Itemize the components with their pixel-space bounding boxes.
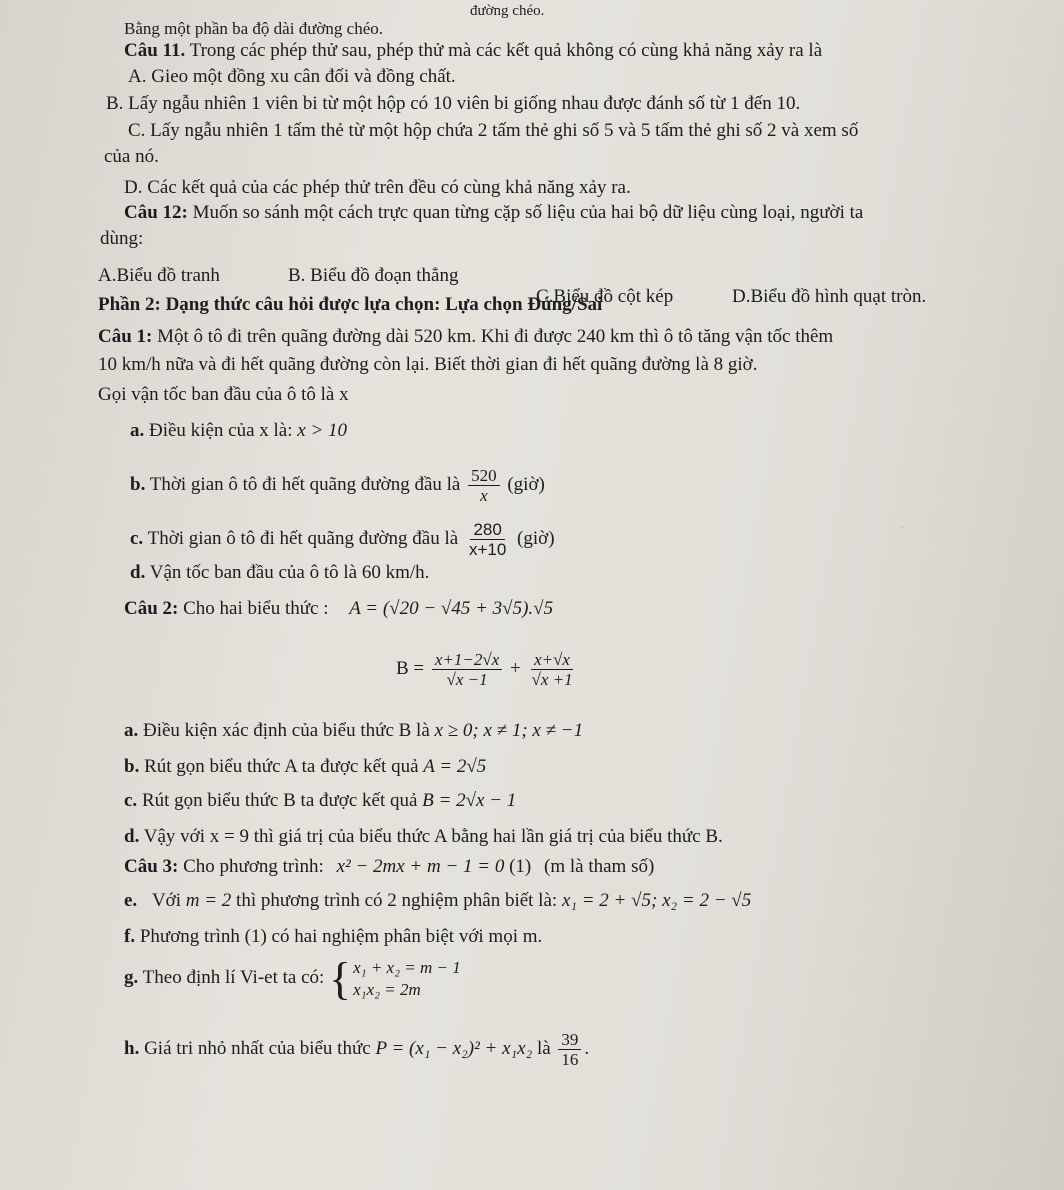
q12-title: Câu 12: bbox=[124, 202, 188, 223]
p2q1-stem: Một ô tô đi trên quãng đường dài 520 km. Khi đi được 240 km thì ô tô tăng vận tốc thêm bbox=[157, 326, 834, 347]
brace-icon: { bbox=[329, 952, 352, 1004]
fraction-denominator: √x +1 bbox=[531, 670, 573, 689]
item-unit: (giờ) bbox=[517, 527, 555, 549]
item-label: b. bbox=[130, 473, 146, 495]
item-text: Rút gọn biểu thức A ta được kết quả bbox=[144, 756, 419, 777]
item-text: Điều kiện xác định của biểu thức B là bbox=[143, 720, 430, 741]
expression-b bbox=[396, 650, 579, 689]
item-label: f. bbox=[124, 926, 136, 947]
item-text: là bbox=[536, 1037, 551, 1059]
item-text: Điều kiện của x là: bbox=[149, 420, 293, 441]
item-text: Rút gọn biểu thức B ta được kết quả bbox=[141, 790, 418, 811]
p2q3-item-e bbox=[124, 890, 751, 912]
fraction bbox=[468, 466, 500, 505]
item-label: g. bbox=[124, 967, 139, 988]
q11-option-d: D. Các kết quả của các phép thử trên đều có cùng khả năng xảy ra. bbox=[124, 177, 631, 198]
item-math: x > 10 bbox=[297, 420, 348, 441]
item-label: a. bbox=[130, 420, 145, 441]
fraction bbox=[558, 1030, 581, 1069]
item-math: m = 2 bbox=[185, 890, 232, 911]
item-text: Thời gian ô tô đi hết quãng đường đầu là bbox=[149, 473, 461, 495]
p2q2-line bbox=[124, 598, 553, 620]
item-text: Phương trình (1) có hai nghiệm phân biệt với mọi m. bbox=[139, 926, 543, 947]
equation-system bbox=[329, 952, 461, 1004]
fraction-numerator: x+1−2√x bbox=[432, 650, 502, 670]
equation: x² − 2mx + m − 1 = 0 bbox=[336, 856, 505, 877]
fraction bbox=[466, 520, 509, 559]
fraction-numerator: 39 bbox=[558, 1030, 581, 1050]
item-math: A = 2√5 bbox=[423, 756, 487, 777]
p2q1-item-a bbox=[130, 420, 347, 442]
item-label: b. bbox=[124, 756, 140, 777]
fraction bbox=[432, 650, 502, 689]
item-text: Vậy với x = 9 thì giá trị của biểu thức A bằng hai lần giá trị của biểu thức B. bbox=[143, 826, 723, 847]
p2q2-stem: Cho hai biểu thức : bbox=[183, 598, 329, 619]
system-row: x₁ + x₂ = m − 1 bbox=[353, 957, 461, 977]
p2q2-item-d bbox=[124, 826, 723, 848]
item-label: d. bbox=[124, 826, 140, 847]
p2q2-item-a bbox=[124, 720, 583, 742]
fraction-denominator: x+10 bbox=[468, 540, 507, 559]
q11-option-b: B. Lấy ngẫu nhiên 1 viên bi từ một hộp có 10 viên bi giống nhau được đánh số từ 1 đến 10. bbox=[106, 93, 801, 114]
p2q3-item-h bbox=[124, 1030, 589, 1069]
item-math: x ≥ 0; x ≠ 1; x ≠ −1 bbox=[434, 720, 584, 741]
q12-stem-cont: dùng: bbox=[100, 228, 144, 249]
p2q1-item-b bbox=[130, 466, 545, 505]
fraction-denominator: √x −1 bbox=[446, 670, 488, 689]
item-label: c. bbox=[130, 527, 144, 549]
q12-option-c: C.Biểu đồ cột kép bbox=[536, 286, 674, 307]
item-roots: x₁ = 2 + √5; x₂ = 2 − √5 bbox=[561, 890, 752, 911]
system-rows bbox=[353, 957, 461, 1001]
p2q1-stem-line-3: Gọi vận tốc ban đầu của ô tô là x bbox=[98, 384, 349, 405]
item-text: thì phương trình có 2 nghiệm phân biết là: bbox=[236, 890, 558, 911]
fraction-numerator: 280 bbox=[470, 520, 504, 540]
q11-line bbox=[124, 40, 822, 62]
header-line: Bằng một phần ba độ dài đường chéo. bbox=[124, 19, 383, 38]
item-math: B = 2√x − 1 bbox=[422, 790, 517, 811]
q12-option-b: B. Biểu đồ đoạn thẳng bbox=[288, 265, 459, 286]
parameter-note: (m là tham số) bbox=[544, 856, 655, 877]
item-text: Giá tri nhỏ nhất của biểu thức bbox=[144, 1037, 371, 1059]
q11-option-c: C. Lấy ngẫu nhiên 1 tấm thẻ từ một hộp chứa 2 tấm thẻ ghi số 5 và 5 tấm thẻ ghi số 2 và xem số bbox=[128, 120, 859, 141]
p2q3-item-g bbox=[124, 954, 461, 1002]
q12-option-d: D.Biểu đồ hình quạt tròn. bbox=[732, 286, 927, 307]
p2q2-item-c bbox=[124, 790, 516, 812]
item-label: h. bbox=[124, 1037, 140, 1059]
fraction-numerator: 520 bbox=[468, 466, 500, 486]
p2q2-item-b bbox=[124, 756, 486, 778]
fraction-denominator: x bbox=[480, 486, 488, 505]
equation-ref: (1) bbox=[509, 856, 532, 877]
p2q3-title: Câu 3: bbox=[124, 856, 179, 877]
item-text: Với bbox=[151, 890, 181, 911]
fraction-numerator: x+√x bbox=[531, 650, 573, 670]
fraction bbox=[528, 650, 575, 689]
p2q3-item-f bbox=[124, 926, 542, 948]
q11-title: Câu 11. bbox=[124, 40, 186, 61]
q12-option-a: A.Biểu đồ tranh bbox=[98, 265, 220, 286]
p2q1-stem-line-2: 10 km/h nữa và đi hết quãng đường còn lại. Biết thời gian đi hết quãng đường là 8 giờ. bbox=[98, 354, 758, 375]
q12-line bbox=[124, 202, 863, 224]
q11-option-c-cont: của nó. bbox=[104, 146, 159, 167]
plus-sign: + bbox=[510, 657, 521, 679]
expression-b-prefix: B = bbox=[396, 657, 425, 679]
item-text: Vận tốc ban đầu của ô tô là 60 km/h. bbox=[149, 562, 430, 583]
item-label: d. bbox=[130, 562, 146, 583]
q12-stem: Muốn so sánh một cách trực quan từng cặp số liệu của hai bộ dữ liệu cùng loại, người ta bbox=[192, 202, 864, 223]
item-end: . bbox=[584, 1037, 590, 1059]
item-label: c. bbox=[124, 790, 138, 811]
item-label: a. bbox=[124, 720, 139, 741]
p2q3-line bbox=[124, 856, 654, 878]
p2q1-item-c bbox=[130, 520, 555, 559]
item-text: Theo định lí Vi-et ta có: bbox=[142, 967, 325, 988]
item-label: e. bbox=[124, 890, 138, 911]
item-unit: (giờ) bbox=[507, 473, 545, 495]
p2q1-title: Câu 1: bbox=[98, 326, 153, 347]
bleed-through-mark: · bbox=[900, 520, 906, 537]
fraction-denominator: 16 bbox=[561, 1050, 579, 1069]
header-fragment: đường chéo. bbox=[470, 3, 545, 19]
item-text: Thời gian ô tô đi hết quãng đường đầu là bbox=[147, 527, 459, 549]
item-math: P = (x₁ − x₂)² + x₁x₂ bbox=[375, 1037, 533, 1059]
p2q3-stem: Cho phương trình: bbox=[183, 856, 324, 877]
p2q1-item-d bbox=[130, 562, 429, 584]
part2-heading: Phần 2: Dạng thức câu hỏi được lựa chọn: Lựa chọn Đúng/Sai bbox=[98, 294, 603, 315]
q11-stem: Trong các phép thử sau, phép thử mà các kết quả không có cùng khả năng xảy ra là bbox=[189, 40, 823, 61]
system-row: x₁x₂ = 2m bbox=[353, 979, 421, 999]
p2q1-line bbox=[98, 326, 833, 348]
expression-a: A = (√20 − √45 + 3√5).√5 bbox=[349, 598, 554, 619]
q11-option-a: A. Gieo một đồng xu cân đối và đồng chất. bbox=[128, 66, 456, 87]
p2q2-title: Câu 2: bbox=[124, 598, 179, 619]
